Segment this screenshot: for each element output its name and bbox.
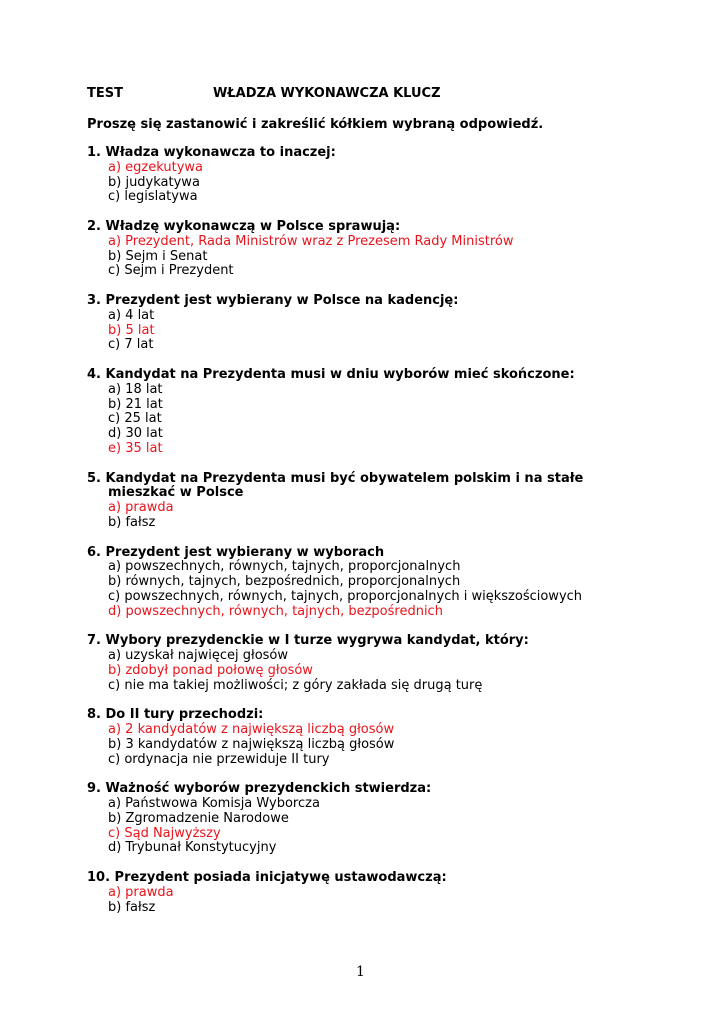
answer-option: c) 25 lat	[108, 411, 162, 427]
question-text: 2. Władzę wykonawczą w Polsce sprawują:	[87, 218, 401, 234]
answer-option: a) 4 lat	[108, 307, 155, 323]
answer-option-correct: b) 5 lat	[108, 322, 155, 338]
question-text: 3. Prezydent jest wybierany w Polsce na kadencję:	[87, 292, 459, 308]
answer-option: b) 21 lat	[108, 396, 163, 412]
question-10	[87, 871, 647, 915]
question-4	[87, 368, 647, 457]
question-2	[87, 220, 647, 279]
answer-option: b) fałsz	[108, 514, 156, 530]
question-text: 1. Władza wykonawcza to inaczej:	[87, 145, 336, 160]
answer-option-correct: a) 2 kandydatów z największą liczbą głosów	[108, 722, 395, 738]
answer-option: c) legislatywa	[108, 189, 198, 205]
question-6	[87, 546, 647, 620]
answer-option: c) Sejm i Prezydent	[108, 263, 234, 279]
question-7	[87, 634, 647, 693]
question-8	[87, 708, 647, 767]
answer-option: b) judykatywa	[108, 174, 200, 190]
page-number: 1	[356, 964, 365, 980]
question-9	[87, 782, 647, 856]
answer-option: b) równych, tajnych, bezpośrednich, proporcjonalnych	[108, 574, 461, 590]
question-text: 5. Kandydat na Prezydenta musi być obywatelem polskim i na stałe mieszkać w Polsce	[87, 470, 584, 501]
answer-option: c) 7 lat	[108, 337, 154, 353]
answer-option: a) uzyskał najwięcej głosów	[108, 648, 289, 664]
test-label: TEST	[87, 86, 123, 101]
question-list	[87, 146, 647, 930]
answer-option-correct: e) 35 lat	[108, 440, 163, 456]
answer-option: d) 30 lat	[108, 426, 163, 442]
answer-option-correct: a) Prezydent, Rada Ministrów wraz z Prezesem Rady Ministrów	[108, 233, 514, 249]
answer-option: a) Państwowa Komisja Wyborcza	[108, 796, 320, 812]
answer-option-correct: a) prawda	[108, 500, 174, 516]
question-text: 8. Do II tury przechodzi:	[87, 707, 264, 723]
document-title: WŁADZA WYKONAWCZA KLUCZ	[213, 86, 441, 101]
question-text: 9. Ważność wyborów prezydenckich stwierdza:	[87, 781, 432, 797]
question-1	[87, 146, 647, 205]
question-text: 4. Kandydat na Prezydenta musi w dniu wyborów mieć skończone:	[87, 366, 575, 382]
answer-option: b) fałsz	[108, 899, 156, 915]
question-text: 10. Prezydent posiada inicjatywę ustawodawczą:	[87, 870, 447, 886]
answer-option-correct: b) zdobył ponad połowę głosów	[108, 662, 313, 678]
answer-option: a) 18 lat	[108, 381, 163, 397]
answer-option-correct: a) prawda	[108, 884, 174, 900]
question-3	[87, 294, 647, 353]
answer-option: a) powszechnych, równych, tajnych, proporcjonalnych	[108, 559, 461, 575]
answer-option: c) ordynacja nie przewiduje II tury	[108, 751, 330, 767]
answer-option-correct: d) powszechnych, równych, tajnych, bezpośrednich	[108, 603, 443, 619]
instruction-text: Proszę się zastanowić i zakreślić kółkiem wybraną odpowiedź.	[87, 117, 544, 132]
answer-option: c) nie ma takiej możliwości; z góry zakłada się drugą turę	[108, 677, 483, 693]
answer-option-correct: c) Sąd Najwyższy	[108, 825, 221, 841]
answer-option: b) 3 kandydatów z największą liczbą głosów	[108, 736, 395, 752]
question-text: 7. Wybory prezydenckie w I turze wygrywa kandydat, który:	[87, 633, 529, 649]
question-5	[87, 472, 647, 531]
answer-option-correct: a) egzekutywa	[108, 159, 203, 175]
question-text: 6. Prezydent jest wybierany w wyborach	[87, 544, 385, 560]
answer-option: c) powszechnych, równych, tajnych, proporcjonalnych i większościowych	[108, 588, 583, 604]
answer-option: d) Trybunał Konstytucyjny	[108, 840, 277, 856]
answer-option: b) Sejm i Senat	[108, 248, 208, 264]
answer-option: b) Zgromadzenie Narodowe	[108, 810, 289, 826]
